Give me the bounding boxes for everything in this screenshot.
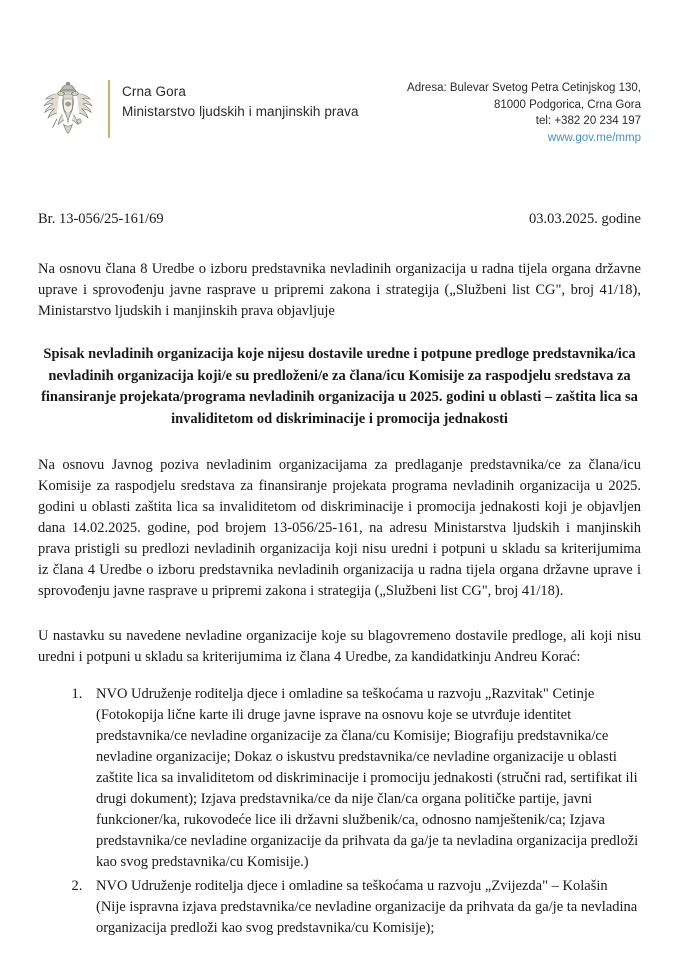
ministry-name: Ministarstvo ljudskih i manjinskih prava xyxy=(122,104,359,119)
website-link[interactable]: www.gov.me/mmp xyxy=(547,131,641,144)
intro-paragraph: Na osnovu člana 8 Uredbe o izboru predstavnika nevladinih organizacija u radna tijela organa državne uprave i sprovođenju javne rasprave u pripremi zakona i strategija („Službeni list CG", broj 41/18), Ministarstvo ljudskih i manjinskih prava objavljuje xyxy=(38,261,641,319)
body-paragraph: Na osnovu Javnog poziva nevladinim organizacijama za predlaganje predstavnika/ce za člana/icu Komisije za raspodjelu sredstava za finansiranje projekata programa nevladinih organizacija u 2025. godini u oblasti zaštita lica sa invaliditetom od diskriminacije i promocija jednakosti koji je objavljen dana 14.02.2025. godine, pod brojem 13-056/25-161, na adresu Ministarstva ljudskih i manjinskih prava pristigli su predlozi nevladinih organizacija koji nisu uredni i potpuni u skladu sa kriterijumima iz člana 4 Uredbe o izboru predstavnika nevladinih organizacija u radna tijela organa državne uprave i sprovođenju javne rasprave u pripremi zakona i strategija („Službeni list CG", broj 41/18). xyxy=(38,457,641,599)
document-date: 03.03.2025. godine xyxy=(529,211,641,227)
address-line-2: 81000 Podgorica, Crna Gora xyxy=(493,98,641,111)
organization-note: (Nije ispravna izjava predstavnika/ce nevladine organizacije da prihvata da ga/je ta nevladina organizacija predloži kao svog predstavnika/cu Komisije); xyxy=(96,899,638,936)
address-phone: tel: +382 20 234 197 xyxy=(535,115,641,127)
page-title: Spisak nevladinih organizacija koje nijesu dostavile uredne i potpune predloge predstavnika/ica nevladinih organizacija koji/e su predloženi/e za člana/icu Komisije za raspodjelu sredstava za finansiranje projekata/programa nevladinih organizacija u 2025. godini u oblasti – zaštita lica sa invaliditetom od diskriminacije i promocija jednakosti xyxy=(41,346,638,427)
reference-number: Br. 13-056/25-161/69 xyxy=(38,211,164,227)
organization-name: NVO Udruženje roditelja djece i omladine sa teškoćama u razvoju „Razvitak" Cetinje xyxy=(96,686,595,702)
letterhead xyxy=(38,0,641,146)
address-block xyxy=(407,78,641,146)
list-item xyxy=(86,684,641,873)
country-name: Crna Gora xyxy=(122,84,186,99)
organization-note: (Fotokopija lične karte ili druge javne isprave na osnovu koje se utvrđuje identitet predstavnika/ce nevladine organizacije za člana/cu Komisije; Biografiju predstavnika/ce nevladine organizacije; Dokaz o iskustvu predstavnika/ce nevladine organizacije u oblasti zaštite lica sa invaliditetom od diskriminacije i promociju jednakosti (stručni rad, sertifikat ili drugi dokument); Izjava predstavnika/ce da nije član/ca organa političke partije, javni funkcioner/ka, rukovodeće lice ili državni službenik/ca, odnosno namještenik/ca; Izjava predstavnika/ce nevladine organizacije da prihvata da ga/je ta nevladina organizacija predloži kao svog predstavnika/cu Komisije.) xyxy=(96,707,639,870)
reference-row xyxy=(38,209,641,229)
coat-of-arms-icon xyxy=(40,78,96,140)
organization-name: NVO Udruženje roditelja djece i omladine sa teškoćama u razvoju „Zvijezda" – Kolašin xyxy=(96,878,608,894)
list-item xyxy=(86,876,641,939)
lead-paragraph: U nastavku su navedene nevladine organizacije koje su blagovremeno dostavile predloge, ali koji nisu uredni i potpuni u skladu sa kriterijumima iz člana 4 Uredbe, za kandidatkinju Andreu Korać: xyxy=(38,628,641,665)
ministry-branding xyxy=(38,78,359,140)
address-line-1: Adresa: Bulevar Svetog Petra Cetinjskog 130, xyxy=(407,82,641,94)
brand-text xyxy=(122,78,359,140)
organization-list xyxy=(38,684,641,939)
brand-divider xyxy=(108,80,110,138)
